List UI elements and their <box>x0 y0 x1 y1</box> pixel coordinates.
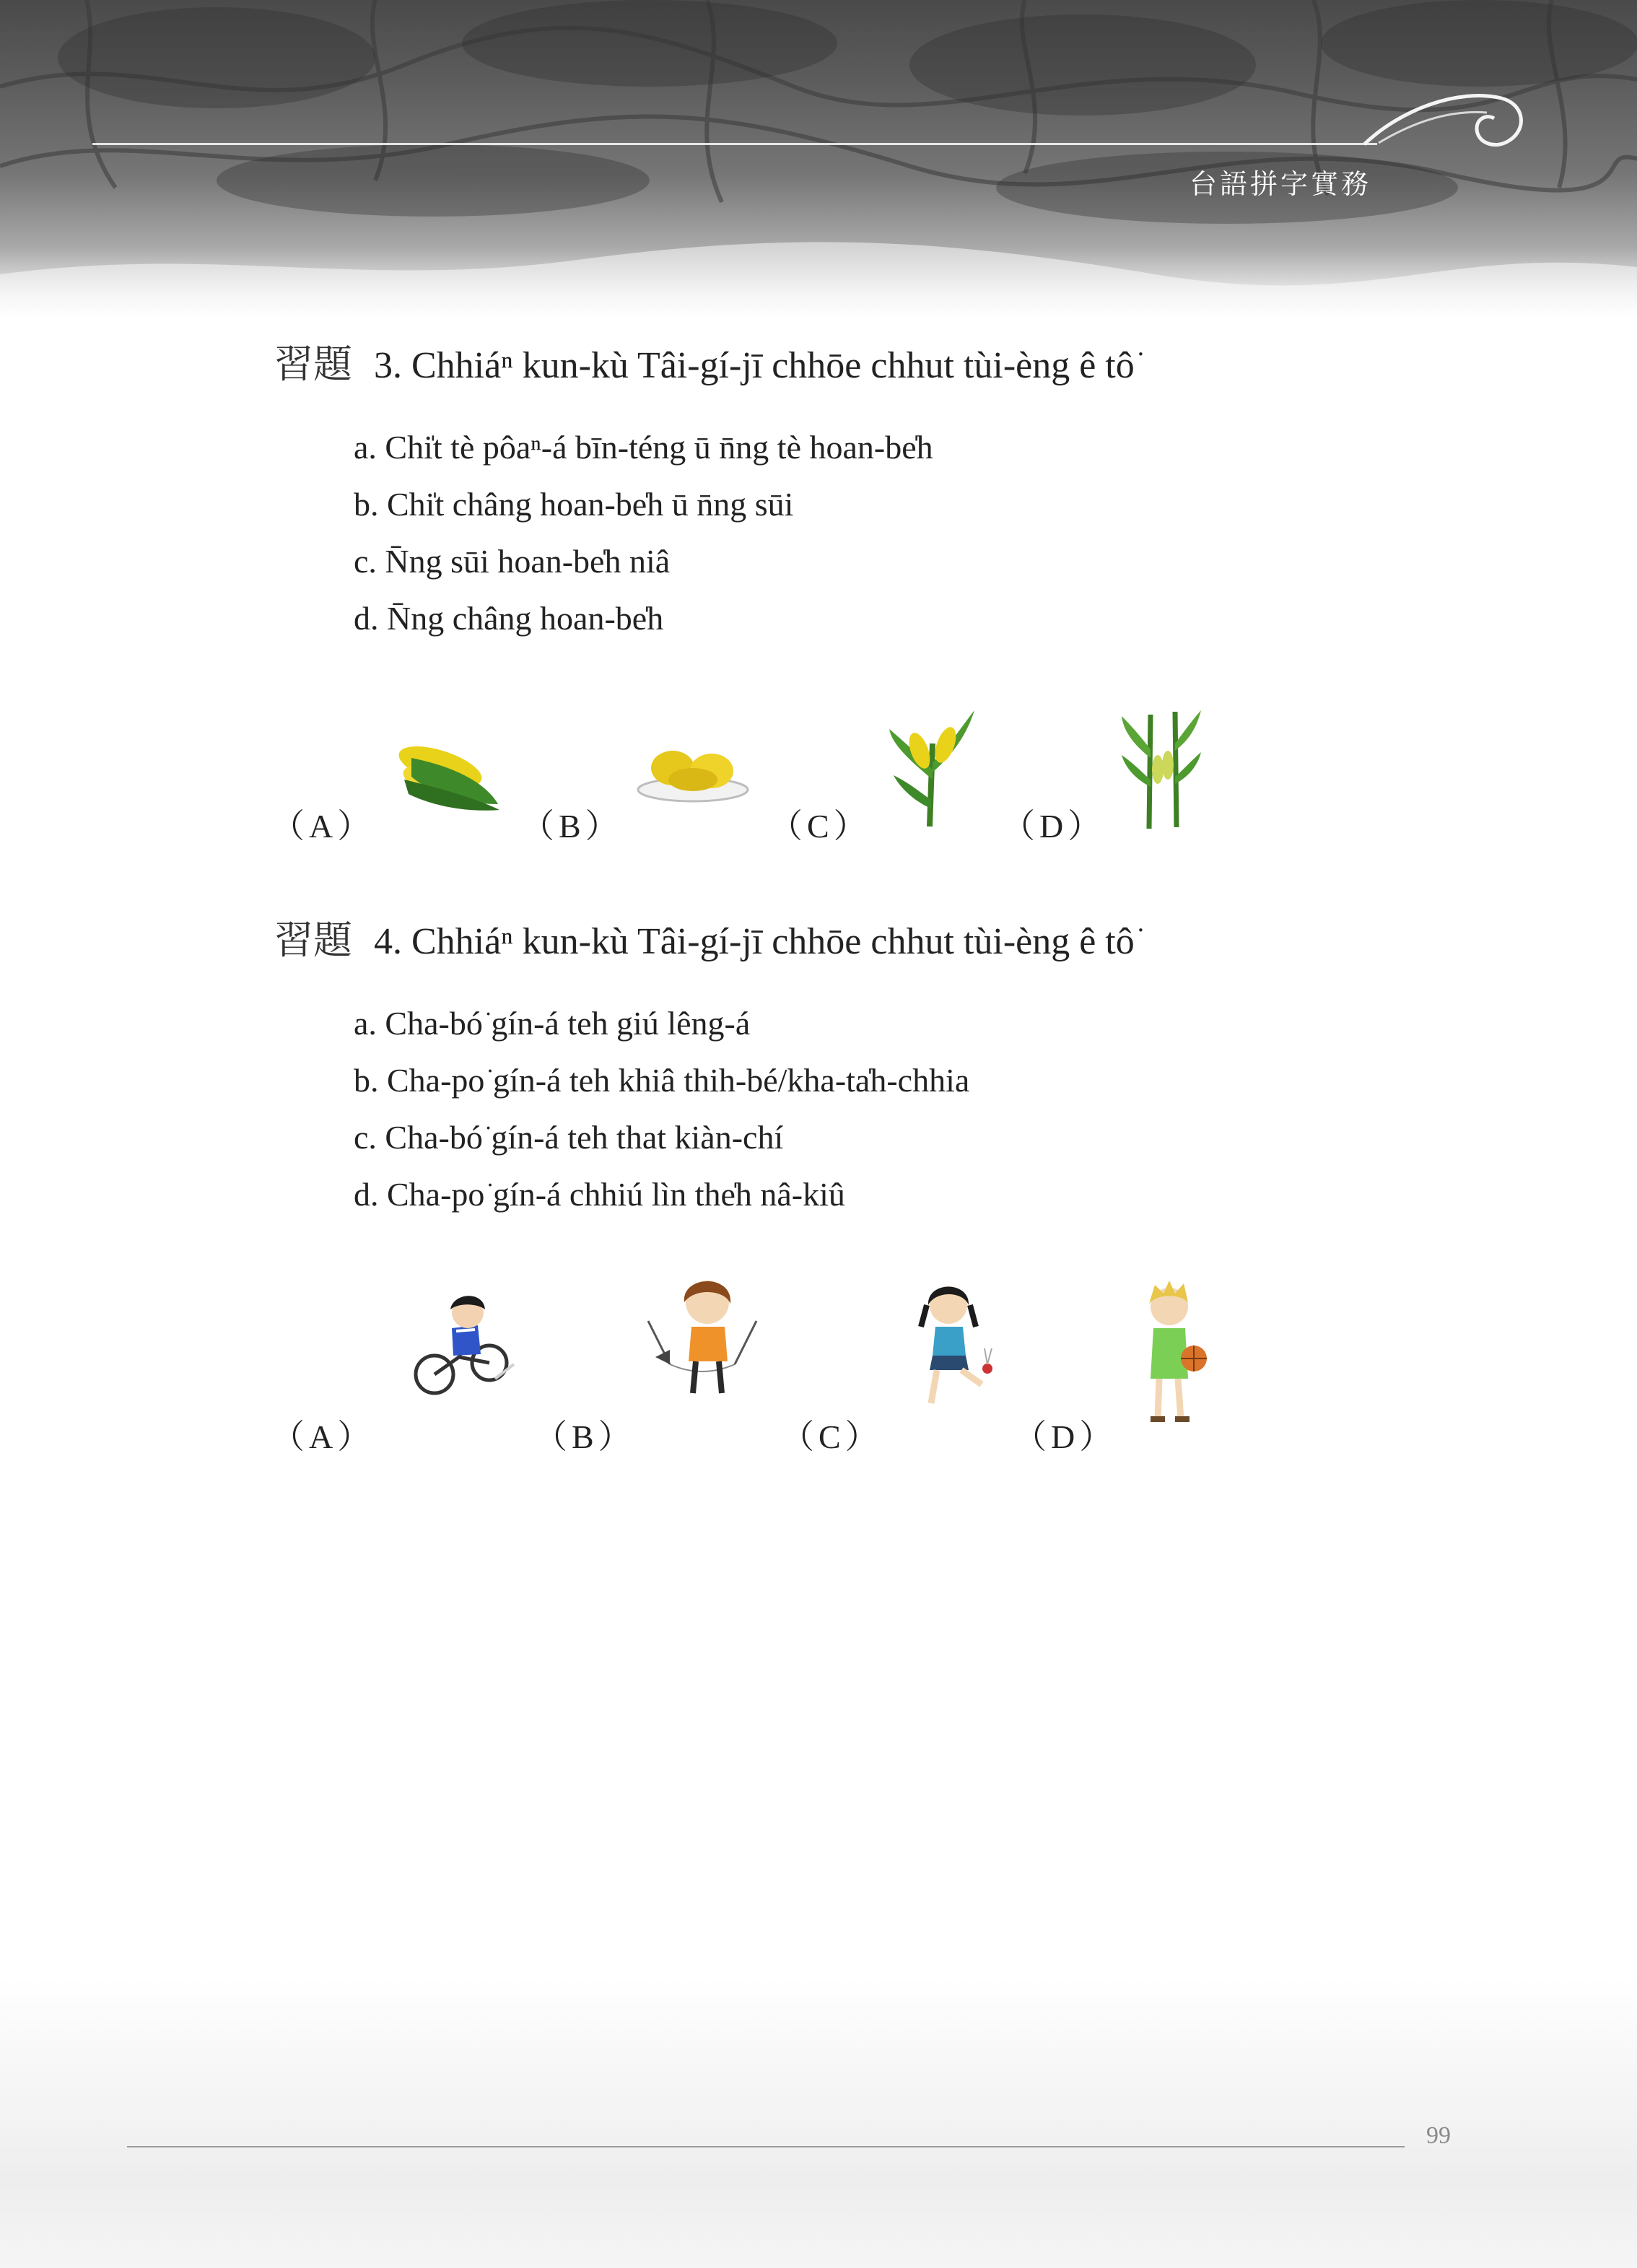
swirl-ornament-icon <box>1357 81 1530 167</box>
option-b: b. Cha-po͘ gín-á teh khiâ thih-bé/kha-ta̍h-chhia <box>354 1062 970 1099</box>
footer-rule <box>127 2146 1405 2147</box>
option-d: d. Cha-po͘ gín-á chhiú lìn the̍h nâ-kiû <box>354 1176 845 1213</box>
exercise-3-options <box>354 419 933 647</box>
exercise-tag: 習題 <box>274 341 352 387</box>
two-corn-ears-image <box>390 729 505 816</box>
header-rule <box>92 143 1377 145</box>
choice-label-c: （C） <box>769 808 871 845</box>
page-number: 99 <box>1426 2122 1451 2149</box>
option-c: c. N̄ng sūi hoan-be̍h niâ <box>354 543 671 580</box>
option-d: d. N̄ng châng hoan-be̍h <box>354 600 664 637</box>
two-corn-plants-image <box>1117 700 1204 830</box>
choice-label-b: （B） <box>534 1418 636 1455</box>
corn-on-plate-image <box>635 733 751 806</box>
exercise-4-options <box>354 995 969 1223</box>
choice-label-a: （A） <box>271 808 375 845</box>
choice-label-c: （C） <box>781 1418 883 1455</box>
footer-background <box>0 1978 1637 2268</box>
exercise-3-heading <box>274 333 1135 389</box>
option-c: c. Cha-bó͘ gín-á teh that kiàn-chí <box>354 1119 784 1156</box>
book-title: 台語拼字實務 <box>1189 168 1372 200</box>
choice-label-d: （D） <box>1013 1418 1117 1455</box>
girl-kicking-shuttlecock-image <box>895 1276 1003 1413</box>
option-a: a. Cha-bó͘ gín-á teh giú lêng-á <box>354 1005 751 1042</box>
boy-holding-basketball-image <box>1133 1278 1220 1429</box>
choice-label-d: （D） <box>1002 808 1106 845</box>
choice-label-a: （A） <box>271 1418 375 1455</box>
exercise-3-question: 3. Chhiáⁿ kun-kù Tâi-gí-jī chhōe chhut tùi-èng ê tô͘ <box>374 345 1135 386</box>
boy-riding-bicycle-image <box>409 1285 517 1400</box>
choice-label-b: （B） <box>521 808 623 845</box>
exercise-tag: 習題 <box>274 917 352 963</box>
corn-plant-two-ears-image <box>885 700 979 830</box>
girl-playing-diabolo-image <box>641 1270 764 1400</box>
option-a: a. Chi̍t tè pôaⁿ-á bīn-téng ū n̄ng tè hoan-be̍h <box>354 429 933 466</box>
option-b: b. Chi̍t châng hoan-be̍h ū n̄ng sūi <box>354 486 794 523</box>
exercise-4-heading <box>274 910 1135 965</box>
exercise-4-question: 4. Chhiáⁿ kun-kù Tâi-gí-jī chhōe chhut tùi-èng ê tô͘ <box>374 921 1135 962</box>
